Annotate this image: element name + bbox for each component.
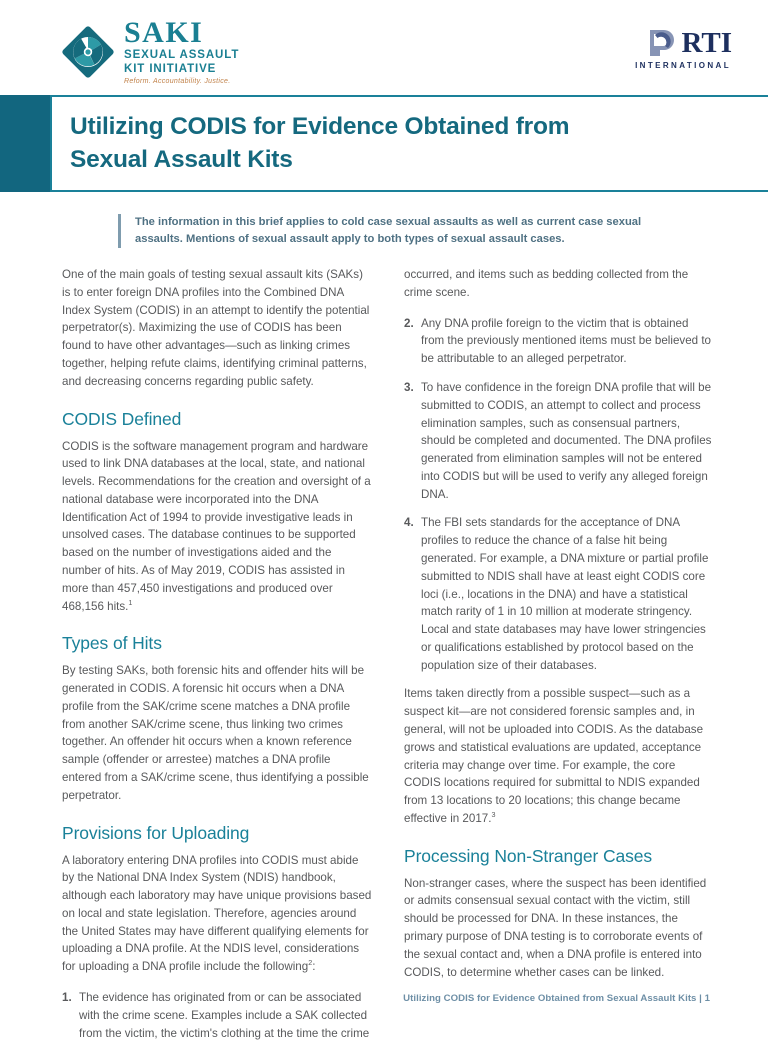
list-item-text: The evidence has originated from or can be associated with the crime scene. Examples include a SAK collected from the victim, the victim's clothing at the time the crime bbox=[79, 991, 370, 1040]
list-item-text: Any DNA profile foreign to the victim that is obtained from the previously mentioned items must be believed to be attributable to an alleged perpetrator. bbox=[421, 316, 711, 366]
title-block bbox=[0, 95, 768, 192]
suspect-items-paragraph bbox=[404, 685, 714, 827]
rti-logo-row bbox=[647, 28, 732, 58]
heading-processing-non-stranger-cases: Processing Non-Stranger Cases bbox=[404, 845, 653, 866]
list-item bbox=[404, 514, 714, 674]
list-item-number: 3. bbox=[404, 380, 414, 394]
codis-defined-paragraph bbox=[62, 438, 372, 616]
provisions-text-end: : bbox=[312, 960, 316, 974]
list-item-number: 2. bbox=[404, 316, 414, 330]
list-item bbox=[404, 315, 714, 368]
heading-codis-defined: CODIS Defined bbox=[62, 408, 182, 429]
body-columns bbox=[0, 266, 768, 1053]
suspect-items-text: Items taken directly from a possible suspect—such as a suspect kit—are not considered forensic samples and, in general, will not be uploaded into CODIS. As the database grows and statistical evaluations are updated, acceptance criteria may change over time. For example, the core CODIS locations required for submittal to NDIS expanded from 13 locations to 20 locations; this change became effective in 2017. bbox=[404, 687, 704, 825]
saki-wordmark-block bbox=[124, 18, 239, 85]
right-column bbox=[404, 266, 714, 1053]
provisions-list-part2 bbox=[404, 315, 714, 675]
provisions-paragraph bbox=[62, 852, 372, 976]
rti-subtitle: INTERNATIONAL bbox=[635, 61, 731, 70]
page-header bbox=[0, 0, 768, 95]
list-item-1-continuation: occurred, and items such as bedding collected from the crime scene. bbox=[404, 268, 689, 299]
saki-logo bbox=[60, 18, 239, 85]
list-item-text: To have confidence in the foreign DNA profile that will be submitted to CODIS, an attempt to collect and process elimination samples, such as consensual partners, should be completed and documented. The DNA profiles generated from elimination samples will not be entered into CODIS but will be used to verify any alleged foreign DNA. bbox=[421, 380, 712, 501]
page-title bbox=[70, 111, 569, 176]
page-footer bbox=[0, 988, 768, 1006]
saki-wordmark: SAKI bbox=[124, 16, 204, 49]
intro-paragraph: One of the main goals of testing sexual assault kits (SAKs) is to enter foreign DNA profiles into the Combined DNA Index System (CODIS) in an attempt to identify the potential perpetrator(s). Maximizing the use of CODIS has been found to have other advantages—such as linking crimes together, helping refute claims, identifying criminal patterns, and decreasing concerns regarding public safety. bbox=[62, 268, 370, 388]
list-item-number: 4. bbox=[404, 516, 414, 530]
saki-diamond-logo-icon bbox=[60, 24, 116, 80]
left-column bbox=[62, 266, 372, 1053]
list-item-number: 1. bbox=[62, 991, 72, 1005]
types-of-hits-paragraph: By testing SAKs, both forensic hits and offender hits will be generated in CODIS. A forensic hit occurs when a DNA profile from the SAK/crime scene matches a DNA profile from another SAK/crime scene, thus linking two crimes together. An offender hit occurs when a known reference sample (offender or arrestee) matches a DNA profile entered from a SAK/crime scene, thus identifying a possible perpetrator. bbox=[62, 664, 369, 802]
saki-tagline: Reform. Accountability. Justice. bbox=[124, 78, 231, 86]
callout-text: The information in this brief applies to cold case sexual assaults as well as current case sexual assaults. Mentions of sexual assault apply to both types of sexual assault cases. bbox=[135, 216, 642, 246]
footnote-ref-3: 3 bbox=[491, 810, 496, 820]
saki-subtitle-line1: SEXUAL ASSAULT bbox=[124, 49, 240, 61]
callout-box bbox=[118, 214, 688, 248]
non-stranger-paragraph: Non-stranger cases, where the suspect has been identified or admits consensual sexual contact with the victim, still should be processed for DNA. In these instances, the primary purpose of DNA testing is to corroborate events of the sexual contact and, when a DNA profile is entered into CODIS, to determine whether cases can be linked. bbox=[404, 876, 707, 979]
provisions-text: A laboratory entering DNA profiles into CODIS must abide by the National DNA Index System (NDIS) handbook, although each laboratory may have unique provisions based on local and state legislation. Therefore, agencies around the United States may have different qualifying elements for uploading a DNA profile. At the NDIS level, considerations for uploading a DNA profile include the following bbox=[62, 853, 372, 974]
saki-subtitle-line2: KIT INITIATIVE bbox=[124, 63, 217, 76]
list-item bbox=[404, 379, 714, 503]
rti-logo bbox=[635, 28, 732, 70]
heading-provisions-for-uploading: Provisions for Uploading bbox=[62, 822, 250, 843]
footer-text: Utilizing CODIS for Evidence Obtained from Sexual Assault Kits | 1 bbox=[403, 993, 710, 1004]
title-frame bbox=[50, 95, 768, 192]
heading-types-of-hits: Types of Hits bbox=[62, 633, 162, 654]
title-accent-tab bbox=[0, 95, 50, 192]
page-title-line2: Sexual Assault Kits bbox=[70, 145, 293, 173]
list-item-text: The FBI sets standards for the acceptance of DNA profiles to reduce the chance of a false hit being generated. For example, a DNA mixture or partial profile submitted to NDIS shall have at least eight CODIS core loci (i.e., locations in the DNA) and have a statistical match rarity of 1 in 10 million at moderate stringency. Local and state databases may have lower stringencies or qualifications established by protocol based on the population size of their databases. bbox=[421, 516, 709, 672]
rti-swirl-logo-icon bbox=[647, 28, 677, 58]
page-title-line1: Utilizing CODIS for Evidence Obtained from bbox=[70, 113, 570, 141]
codis-defined-text: CODIS is the software management program and hardware used to link DNA databases at the local, state, and national levels. Recommendations for the creation and oversight of a national database were incorporated into the DNA Identification Act of 1994 to provide investigative leads in unsolved cases. The database continues to be supported based on the number of investigations aided and the number of hits. As of May 2019, CODIS has assisted in more than 457,450 investigations and produced over 468,156 hits. bbox=[62, 439, 371, 613]
footnote-ref-1: 1 bbox=[128, 597, 133, 607]
rti-wordmark: RTI bbox=[681, 26, 732, 59]
footnote-ref-2: 2 bbox=[308, 958, 313, 968]
